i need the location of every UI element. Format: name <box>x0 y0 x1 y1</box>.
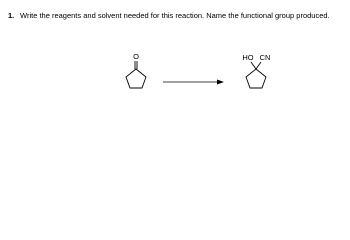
reactant-ring <box>126 69 146 88</box>
reactant-cyclopentanone <box>126 61 146 88</box>
question-text: Write the reagents and solvent needed for this reaction. Name the functional group produced. <box>20 11 330 20</box>
product-ring <box>246 69 266 88</box>
question-number: 1. <box>8 11 15 20</box>
reactant-oxygen-label: O <box>133 52 139 61</box>
product-cyanohydrin <box>246 62 266 88</box>
hydroxyl-label: HO <box>242 53 254 62</box>
reaction-arrow <box>163 80 224 85</box>
nitrile-label: CN <box>259 53 271 62</box>
hydroxyl-bond <box>251 62 256 69</box>
nitrile-bond <box>256 62 261 69</box>
